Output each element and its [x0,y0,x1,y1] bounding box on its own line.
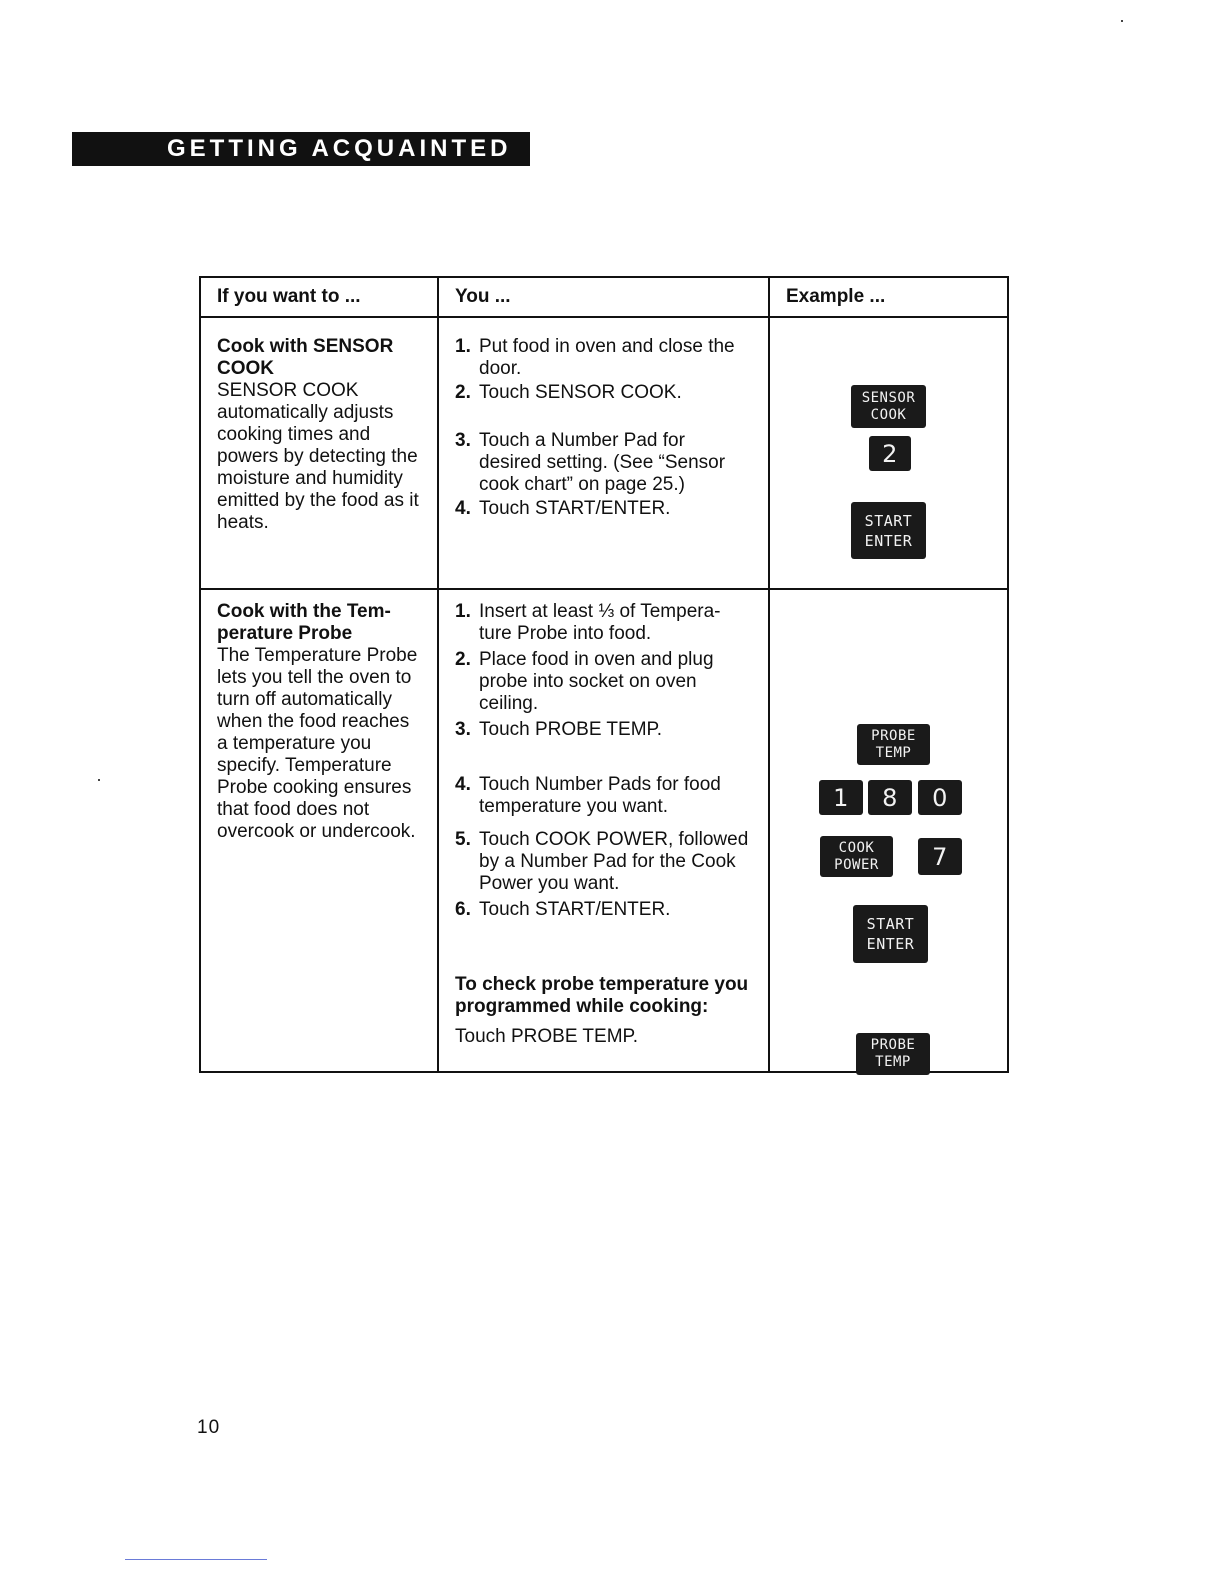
sensor-cook-key[interactable]: SENSOR COOK [851,385,926,428]
purpose-cell [200,589,438,1072]
number-1-key[interactable]: 1 [819,780,863,815]
header-example: Example ... [769,277,1008,317]
list-item: 3. Touch a Number Pad for desired setting. (See “Sensor cook chart” on page 25.) [455,430,726,495]
example-cell [769,589,1008,1072]
number-8-key[interactable]: 8 [868,780,912,815]
list-item: 1. Insert at least ⅓ of Tempera- ture Probe into food. [455,601,721,644]
check-probe-text: Touch PROBE TEMP. [455,1026,639,1047]
list-item: 4. Touch START/ENTER. [455,498,671,519]
row-description: SENSOR COOK automatically adjusts cooking times and powers by detecting the moisture and humidity emitted by the food as it heats. [217,380,419,533]
cook-power-key[interactable]: COOK POWER [820,836,893,877]
list-item: 6. Touch START/ENTER. [455,899,671,920]
number-0-key[interactable]: 0 [918,780,962,815]
table-row [200,589,1008,1072]
bottom-divider [125,1559,267,1560]
list-item: 5. Touch COOK POWER, followed by a Number Pad for the Cook Power you want. [455,829,749,894]
list-item: 2. Touch SENSOR COOK. [455,382,682,403]
number-7-key[interactable]: 7 [918,838,962,875]
probe-temp-key[interactable]: PROBE TEMP [857,724,930,765]
list-item: 3. Touch PROBE TEMP. [455,719,663,740]
start-enter-key[interactable]: START ENTER [853,905,928,963]
probe-temp-key[interactable]: PROBE TEMP [856,1033,930,1075]
steps-cell [438,589,769,1072]
check-probe-title: To check probe temperature you programmed while cooking: [455,974,749,1017]
instructions-table [199,276,1009,1073]
number-2-key[interactable]: 2 [869,436,911,471]
section-banner: GETTING ACQUAINTED [72,132,530,166]
scan-speck [98,779,100,781]
scan-speck [1121,20,1123,22]
start-enter-key[interactable]: START ENTER [851,502,926,559]
row-title: Cook with the Tem- perature Probe [217,601,391,644]
page-number: 10 [197,1417,221,1438]
table-row [200,317,1008,589]
list-item: 2. Place food in oven and plug probe into socket on oven ceiling. [455,649,714,714]
list-item: 4. Touch Number Pads for food temperature you want. [455,774,721,817]
steps-cell [438,317,769,589]
steps-list [455,336,756,520]
row-description: The Temperature Probe lets you tell the oven to turn off automatically when the food reaches a temperature you specify. Temperature Probe cooking ensures that food does not overcook or undercook. [217,645,418,842]
header-you: You ... [438,277,769,317]
example-cell [769,317,1008,589]
row-title: Cook with SENSOR COOK [217,336,394,379]
list-item: 1. Put food in oven and close the door. [455,336,735,379]
header-if-you-want: If you want to ... [200,277,438,317]
purpose-cell [200,317,438,589]
table-header-row [200,277,1008,317]
steps-list [455,601,756,921]
